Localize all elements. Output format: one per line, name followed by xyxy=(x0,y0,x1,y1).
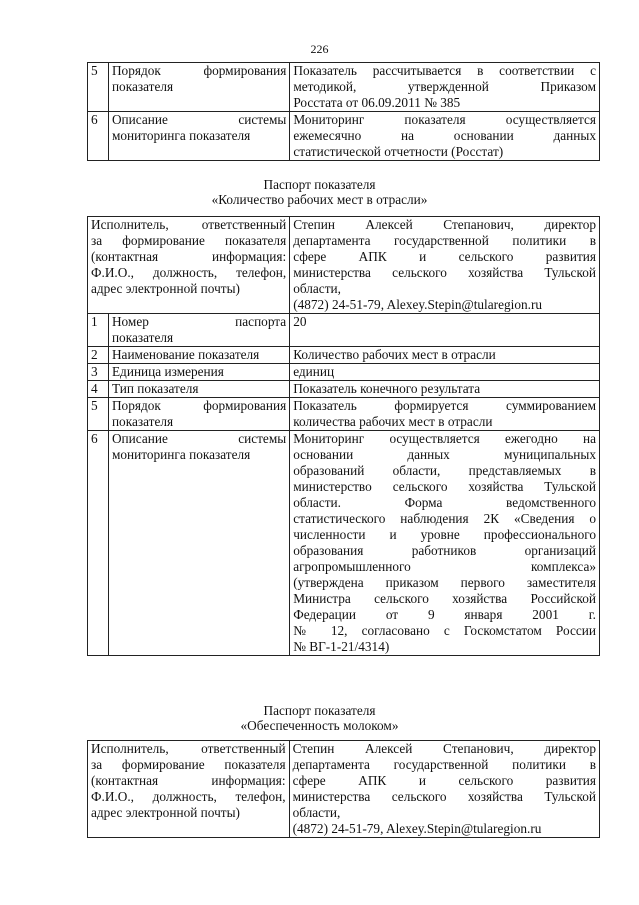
text-line: Описание системы xyxy=(111,112,287,127)
text-line: Росстата от 06.09.2011 № 385 xyxy=(293,95,461,110)
text-line: Мониторинг осуществляется ежегодно на xyxy=(293,431,596,446)
text-line: (контактная информация: xyxy=(91,249,287,264)
text-line: Описание системы xyxy=(111,431,287,446)
text-line: статистического наблюдения 2К «Сведения о xyxy=(293,511,596,526)
row-label xyxy=(108,431,289,656)
text-line: 20 xyxy=(293,314,307,329)
row-number: 4 xyxy=(88,381,109,398)
table-row xyxy=(88,398,600,431)
text-line: департамента государственной политики в xyxy=(293,233,596,248)
text-line: № ВГ-1-21/4314) xyxy=(293,639,390,654)
text-line: Порядок формирования xyxy=(111,398,287,413)
executor-label xyxy=(88,217,290,314)
passport2-table xyxy=(87,740,600,838)
text-line: (4872) 24-51-79, Alexey.Stepin@tularegion.ru xyxy=(293,297,543,312)
text-line: Единица измерения xyxy=(111,364,224,379)
text-line: Количество рабочих мест в отрасли xyxy=(293,347,496,362)
table-row xyxy=(88,431,600,656)
row-value xyxy=(290,431,600,656)
text-line: показателя xyxy=(111,330,174,345)
row-number: 5 xyxy=(88,398,109,431)
text-line: показателя xyxy=(111,79,174,94)
text-line: сфере АПК и сельского развития xyxy=(292,773,596,788)
table-row xyxy=(88,381,600,398)
text-line: единиц xyxy=(293,364,335,379)
text-line: показателя xyxy=(111,414,174,429)
table-row xyxy=(88,63,600,112)
text-line: сфере АПК и сельского развития xyxy=(293,249,596,264)
passport1-caption xyxy=(0,177,639,207)
passport1-table-body xyxy=(88,217,600,314)
row-number: 6 xyxy=(88,431,109,656)
text-line: агропромышленного комплекса» xyxy=(293,559,596,574)
text-line: Наименование показателя xyxy=(111,347,260,362)
text-line: образования работников организаций xyxy=(293,543,596,558)
text-line: Исполнитель, ответственный xyxy=(91,217,287,232)
row-label xyxy=(108,364,289,381)
text-line: (4872) 24-51-79, Alexey.Stepin@tularegion.ru xyxy=(292,821,542,836)
executor-row xyxy=(88,741,600,838)
row-value xyxy=(290,398,600,431)
text-line: Тип показателя xyxy=(111,381,199,396)
executor-row xyxy=(88,217,600,314)
row-label xyxy=(108,63,289,112)
text-line: № 12, согласовано с Госкомстатом России xyxy=(293,623,596,638)
text-line: Мониторинг показателя осуществляется xyxy=(293,112,596,127)
text-line: Степин Алексей Степанович, директор xyxy=(293,217,596,232)
text-line: количества рабочих мест в отрасли xyxy=(293,414,493,429)
text-line: адрес электронной почты) xyxy=(91,281,240,296)
text-line: Министра сельского хозяйства Российской xyxy=(293,591,596,606)
text-line: Ф.И.О., должность, телефон, xyxy=(91,789,286,804)
text-line: статистической отчетности (Росстат) xyxy=(293,144,504,159)
top-continuation-table xyxy=(87,62,600,161)
text-line: Ф.И.О., должность, телефон, xyxy=(91,265,287,280)
row-value xyxy=(290,63,600,112)
row-number: 6 xyxy=(88,112,109,161)
text-line: министерство сельского хозяйства Тульской xyxy=(293,479,596,494)
text-line: Федерации от 9 января 2001 г. xyxy=(293,607,596,622)
row-value xyxy=(290,314,600,347)
table-row xyxy=(88,364,600,381)
text-line: (контактная информация: xyxy=(91,773,286,788)
text-line: министерства сельского хозяйства Тульской xyxy=(292,789,596,804)
passport2-caption xyxy=(0,703,639,733)
row-value xyxy=(290,364,600,381)
row-number: 1 xyxy=(88,314,109,347)
text-line: образований области, представляемых в xyxy=(293,463,596,478)
text-line: Порядок формирования xyxy=(111,63,287,78)
row-value xyxy=(290,381,600,398)
top-table-body xyxy=(88,63,600,161)
text-line: за формирование показателя xyxy=(91,233,287,248)
text-line: за формирование показателя xyxy=(91,757,286,772)
text-line: Показатель формируется суммированием xyxy=(293,398,596,413)
row-value xyxy=(290,112,600,161)
text-line: основании данных муниципальных xyxy=(293,447,596,462)
text-line: Показатель рассчитывается в соответствии с xyxy=(293,63,596,78)
passport2-table-body xyxy=(88,741,600,838)
row-number: 2 xyxy=(88,347,109,364)
passport1-table xyxy=(87,216,600,656)
row-label xyxy=(108,347,289,364)
text-line: министерства сельского хозяйства Тульской xyxy=(293,265,596,280)
text-line: мониторинга показателя xyxy=(111,447,251,462)
text-line: численности и уровне профессионального xyxy=(293,527,596,542)
text-line: Показатель конечного результата xyxy=(293,381,481,396)
row-number: 5 xyxy=(88,63,109,112)
passport1-rows xyxy=(88,314,600,656)
passport2-caption-line1: Паспорт показателя xyxy=(263,703,376,718)
text-line: мониторинга показателя xyxy=(111,128,251,143)
executor-label xyxy=(88,741,290,838)
row-label xyxy=(108,314,289,347)
row-label xyxy=(108,398,289,431)
text-line: Исполнитель, ответственный xyxy=(91,741,286,756)
text-line: методикой, утвержденной Приказом xyxy=(293,79,596,94)
text-line: области. Форма ведомственного xyxy=(293,495,596,510)
passport1-caption-title: «Количество рабочих мест в отрасли» xyxy=(211,192,428,207)
row-number: 3 xyxy=(88,364,109,381)
text-line: ежемесячно на основании данных xyxy=(293,128,596,143)
text-line: адрес электронной почты) xyxy=(91,805,240,820)
table-row xyxy=(88,347,600,364)
passport2-caption-title: «Обеспеченность молоком» xyxy=(240,718,399,733)
text-line: (утверждена приказом первого заместителя xyxy=(293,575,596,590)
row-label xyxy=(108,112,289,161)
table-row xyxy=(88,112,600,161)
row-label xyxy=(108,381,289,398)
text-line: Степин Алексей Степанович, директор xyxy=(292,741,596,756)
text-line: области, xyxy=(292,805,341,820)
row-value xyxy=(290,347,600,364)
text-line: области, xyxy=(293,281,341,296)
page-number: 226 xyxy=(310,42,329,56)
executor-value xyxy=(289,741,599,838)
text-line: департамента государственной политики в xyxy=(292,757,596,772)
text-line: Номер паспорта xyxy=(111,314,287,329)
passport1-caption-line1: Паспорт показателя xyxy=(263,177,376,192)
table-row xyxy=(88,314,600,347)
executor-value xyxy=(290,217,600,314)
